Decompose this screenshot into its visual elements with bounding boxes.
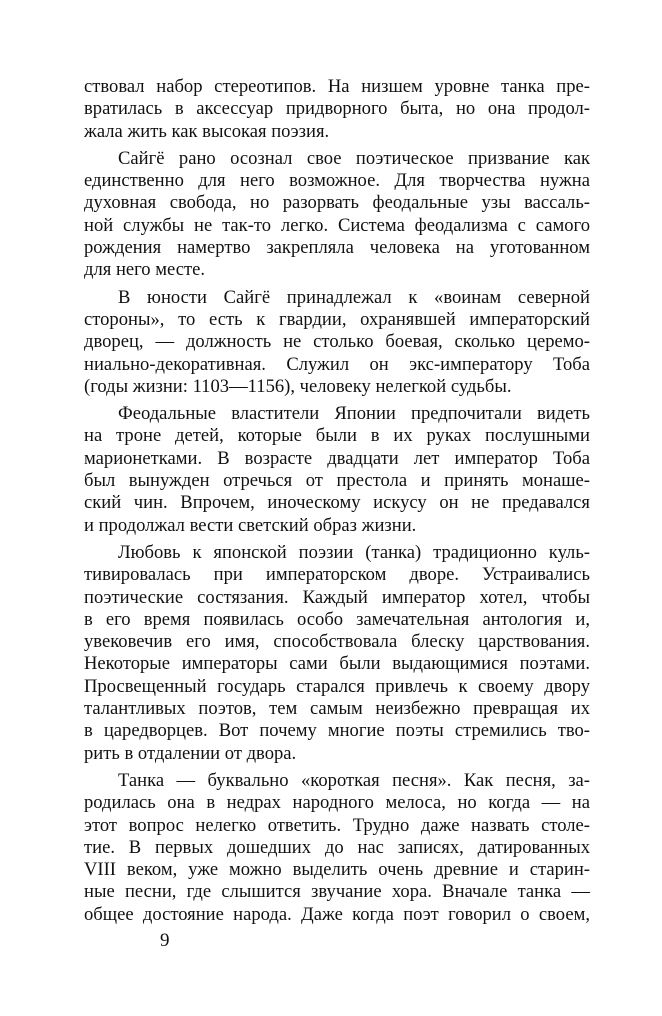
paragraph: [84, 76, 590, 143]
text-line: Феодальные властители Японии предпочитали видеть: [118, 403, 590, 425]
text-line: Любовь к японской поэзии (танка) традиционно куль-: [118, 541, 590, 563]
text-line: марионетками. В возрасте двадцати лет император Тоба: [84, 447, 590, 469]
text-line: ский чин. Впрочем, иноческому искусу он не предавался: [84, 492, 590, 514]
paragraph: [84, 542, 590, 765]
text-line: в царедворцев. Вот почему многие поэты стремились тво-: [84, 720, 590, 742]
text-line: увековечив его имя, способствовала блеску царствования.: [84, 631, 590, 653]
text-line: жала жить как высокая поэзия.: [84, 120, 330, 142]
text-line: Просвещенный государь старался привлечь к своему двору: [84, 675, 590, 697]
text-line: рождения намертво закрепляла человека на уготованном: [84, 237, 590, 259]
text-line: В юности Сайгё принадлежал к «воинам северной: [118, 286, 590, 308]
text-line: ниально-декоративная. Служил он экс-императору Тоба: [84, 353, 590, 375]
text-line: талантливых поэтов, тем самым неизбежно превращая их: [84, 698, 590, 720]
text-line: ной службы не так-то легко. Система феодализма с самого: [84, 214, 590, 236]
paragraph: [84, 287, 590, 398]
text-line: этот вопрос нелегко ответить. Трудно даже назвать столе-: [84, 814, 590, 836]
text-line: Сайгё рано осознал свое поэтическое призвание как: [118, 147, 590, 169]
text-line: стороны», то есть к гвардии, охранявшей императорский: [84, 308, 590, 330]
text-line: Танка — буквально «короткая песня». Как песня, за-: [118, 769, 590, 791]
text-line: тие. В первых дошедших до нас записях, датированных: [84, 836, 590, 858]
text-line: был вынужден отречься от престола и принять монаше-: [84, 470, 590, 492]
text-line: Некоторые императоры сами были выдающимися поэтами.: [84, 653, 590, 675]
text-line: (годы жизни: 1103—1156), человеку нелегкой судьбы.: [84, 375, 512, 397]
paragraph: [84, 770, 590, 926]
text-line: ные песни, где слышится звучание хора. Вначале танка —: [84, 881, 590, 903]
page-body: [84, 76, 590, 931]
paragraph: [84, 148, 590, 282]
text-line: на троне детей, которые были в их руках послушными: [84, 425, 590, 447]
text-line: общее достояние народа. Даже когда поэт говорил о своем,: [84, 903, 590, 925]
text-line: поэтические состязания. Каждый император хотел, чтобы: [84, 586, 590, 608]
text-line: для него месте.: [84, 259, 206, 281]
text-line: дворец, — должность не столько боевая, сколько церемо-: [84, 331, 590, 353]
text-line: ствовал набор стереотипов. На низшем уровне танка пре-: [84, 76, 590, 97]
text-line: в его время появилась особо замечательная антология и,: [84, 608, 590, 630]
paragraph: [84, 403, 590, 537]
text-line: духовная свобода, но разорвать феодальные узы вассаль-: [84, 192, 590, 214]
text-line: единственно для него возможное. Для творчества нужна: [84, 170, 590, 192]
text-line: VIII веком, уже можно выделить очень древние и старин-: [84, 859, 590, 881]
text-line: родилась она в недрах народного мелоса, но когда — на: [84, 792, 590, 814]
page-number: 9: [160, 930, 170, 951]
text-line: тивировалась при императорском дворе. Устраивались: [84, 564, 590, 586]
text-line: вратилась в аксессуар придворного быта, но она продол-: [84, 98, 590, 120]
text-line: и продолжал вести светский образ жизни.: [84, 514, 417, 536]
text-line: рить в отдалении от двора.: [84, 742, 297, 764]
